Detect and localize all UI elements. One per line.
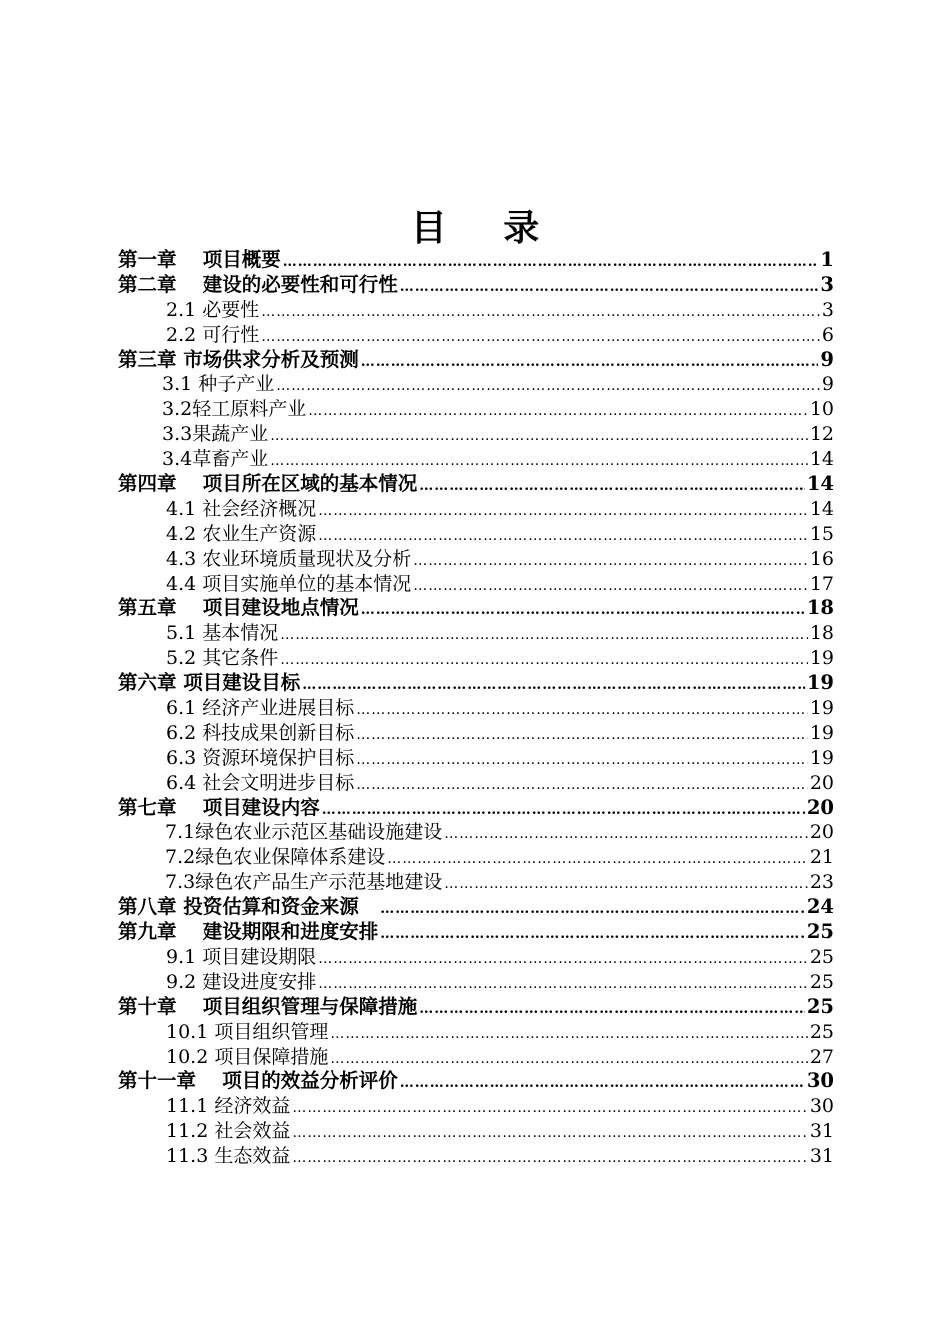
toc-entry-label: 4.1 社会经济概况 [166,497,317,520]
toc-section-entry[interactable] [118,820,834,845]
toc-page-number: 14 [809,448,834,471]
toc-leader-dots [444,822,808,847]
toc-section-entry[interactable] [118,1119,834,1144]
toc-entry-label: 第十章 项目组织管理与保障措施 [118,994,418,1018]
toc-section-entry[interactable] [118,1045,834,1070]
toc-section-entry[interactable] [118,970,834,995]
toc-entry-label: 第六章 项目建设目标 [118,671,301,695]
toc-entry-label: 2.2 可行性 [166,323,260,346]
toc-page-number: 18 [809,622,834,645]
toc-page-number: 14 [806,472,834,496]
toc-entry-label: 3.2轻工原料产业 [162,398,307,421]
toc-chapter-entry[interactable] [118,1069,834,1094]
toc-section-entry[interactable] [118,323,834,348]
toc-leader-dots [270,449,808,474]
toc-leader-dots [356,723,808,748]
toc-leader-dots [330,1047,807,1072]
toc-page-number: 16 [809,547,834,570]
toc-page-number: 9 [821,373,834,396]
toc-leader-dots [318,947,808,972]
toc-page-number: 6 [821,323,834,346]
toc-leader-dots [308,399,808,424]
toc-page-number: 3 [820,272,834,296]
toc-chapter-entry[interactable] [118,472,834,497]
toc-leader-dots [419,474,805,499]
toc-leader-dots [280,648,808,673]
toc-leader-dots [361,598,805,623]
toc-entry-label: 5.1 基本情况 [166,622,279,645]
toc-section-entry[interactable] [118,721,834,746]
toc-section-entry[interactable] [118,746,834,771]
toc-entry-label: 第八章 投资估算和资金来源 [118,895,379,919]
toc-entry-label: 第九章 建设期限和进度安排 [118,920,379,944]
toc-title: 目 录 [410,207,562,249]
toc-page-number: 20 [806,795,834,819]
toc-leader-dots [380,922,805,947]
toc-page-number: 19 [809,697,834,720]
toc-section-entry[interactable] [118,646,834,671]
toc-page-number: 19 [809,647,834,670]
toc-section-entry[interactable] [118,547,834,572]
toc-section-entry[interactable] [118,298,834,323]
toc-leader-dots [261,300,820,325]
toc-chapter-entry[interactable] [118,920,834,945]
toc-section-entry[interactable] [118,621,834,646]
toc-entry-label: 5.2 其它条件 [166,647,279,670]
toc-page-number: 12 [809,423,834,446]
toc-page-number: 25 [809,945,834,968]
toc-leader-dots [380,897,805,922]
toc-entry-label: 2.1 必要性 [166,298,260,321]
toc-section-entry[interactable] [118,771,834,796]
toc-chapter-entry[interactable] [118,671,834,696]
toc-page-number: 30 [806,1069,834,1093]
toc-leader-dots [270,424,808,449]
toc-leader-dots [318,524,808,549]
toc-entry-label: 10.2 项目保障措施 [166,1045,329,1068]
toc-entry-label: 9.2 建设进度安排 [166,970,317,993]
toc-section-entry[interactable] [118,522,834,547]
toc-page-number: 1 [820,248,834,271]
toc-leader-dots [292,1096,807,1121]
toc-page-number: 25 [806,920,834,944]
toc-page-number: 10 [809,398,834,421]
toc-leader-dots [356,698,808,723]
toc-page-number: 15 [809,522,834,545]
toc-leader-dots [318,972,808,997]
toc-entry-label: 10.1 项目组织管理 [166,1020,329,1043]
toc-entry-label: 6.4 社会文明进步目标 [166,771,355,794]
toc-leader-dots [400,275,819,300]
toc-entry-label: 第一章 项目概要 [118,248,281,271]
toc-leader-dots [413,549,808,574]
toc-chapter-entry[interactable] [118,348,834,373]
toc-section-entry[interactable] [118,372,834,397]
toc-section-entry[interactable] [118,1144,834,1169]
toc-entry-label: 4.3 农业环境质量现状及分析 [166,547,412,570]
toc-leader-dots [302,673,805,698]
toc-chapter-entry[interactable] [118,273,834,298]
toc-entry-label: 第四章 项目所在区域的基本情况 [118,472,418,496]
toc-leader-dots [413,574,808,599]
toc-entry-label: 6.2 科技成果创新目标 [166,721,355,744]
toc-entry-label: 11.3 生态效益 [166,1145,291,1168]
toc-page-number: 14 [809,497,834,520]
toc-entry-label: 11.1 经济效益 [166,1095,291,1118]
toc-leader-dots [261,325,820,350]
toc-section-entry[interactable] [118,870,834,895]
toc-section-entry[interactable] [118,572,834,597]
toc-leader-dots [292,1121,807,1146]
toc-leader-dots [292,1146,807,1171]
toc-page-number: 24 [806,895,834,919]
toc-page-number: 19 [809,721,834,744]
toc-entry-label: 4.4 项目实施单位的基本情况 [166,572,412,595]
toc-page-number: 23 [809,871,834,894]
toc-entry-label: 3.1 种子产业 [162,373,275,396]
toc-leader-dots [387,847,808,872]
toc-section-entry[interactable] [118,447,834,472]
toc-entry-label: 第五章 项目建设地点情况 [118,596,359,620]
toc-leader-dots [318,499,808,524]
toc-entry-label: 第七章 项目建设内容 [118,795,320,819]
toc-entry-label: 第三章 市场供求分析及预测 [118,347,359,371]
toc-entry-label: 6.3 资源环境保护目标 [166,746,355,769]
toc-section-entry[interactable] [118,696,834,721]
toc-leader-dots [356,748,808,773]
toc-section-entry[interactable] [118,1020,834,1045]
toc-leader-dots [276,374,820,399]
toc-page-number: 30 [809,1095,834,1118]
toc-entry-label: 7.3绿色农产品生产示范基地建设 [165,871,443,894]
toc-chapter-entry[interactable] [118,796,834,821]
toc-page-number: 31 [809,1145,834,1168]
toc-chapter-entry[interactable] [118,248,834,273]
toc-page-number: 19 [809,746,834,769]
toc-leader-dots [356,773,808,798]
toc-leader-dots [283,250,819,275]
toc-page-number: 18 [806,596,834,620]
toc-page-number: 9 [820,347,834,371]
toc-section-entry[interactable] [118,397,834,422]
toc-page-number: 21 [809,846,834,869]
toc-entry-label: 11.2 社会效益 [166,1120,291,1143]
toc-section-entry[interactable] [118,945,834,970]
toc-section-entry[interactable] [118,845,834,870]
toc-entry-label: 3.4草畜产业 [162,448,269,471]
toc-entry-label: 4.2 农业生产资源 [166,522,317,545]
toc-entry-label: 7.2绿色农业保障体系建设 [165,846,386,869]
toc-page-number: 31 [809,1120,834,1143]
toc-entry-label: 3.3果蔬产业 [162,423,269,446]
toc-leader-dots [322,798,805,823]
toc-page-number: 3 [821,298,834,321]
table-of-contents [118,248,834,1169]
toc-page-number: 20 [809,821,834,844]
toc-entry-label: 9.1 项目建设期限 [166,945,317,968]
toc-leader-dots [330,1022,807,1047]
toc-page-number: 25 [809,970,834,993]
toc-section-entry[interactable] [118,1094,834,1119]
toc-page-number: 20 [809,771,834,794]
toc-leader-dots [419,997,805,1022]
toc-leader-dots [444,872,808,897]
toc-section-entry[interactable] [118,497,834,522]
toc-leader-dots [400,1071,805,1096]
toc-leader-dots [361,350,819,375]
toc-page-number: 25 [806,994,834,1018]
toc-page-number: 17 [809,572,834,595]
toc-entry-label: 6.1 经济产业进展目标 [166,697,355,720]
toc-page-number: 19 [806,671,834,695]
toc-entry-label: 第十一章 项目的效益分析评价 [118,1069,398,1093]
toc-entry-label: 7.1绿色农业示范区基础设施建设 [165,821,443,844]
toc-entry-label: 第二章 建设的必要性和可行性 [118,272,398,296]
toc-chapter-entry[interactable] [118,895,834,920]
toc-page-number: 25 [809,1020,834,1043]
toc-section-entry[interactable] [118,422,834,447]
toc-chapter-entry[interactable] [118,596,834,621]
toc-page-number: 27 [809,1045,834,1068]
toc-chapter-entry[interactable] [118,995,834,1020]
toc-leader-dots [280,623,808,648]
